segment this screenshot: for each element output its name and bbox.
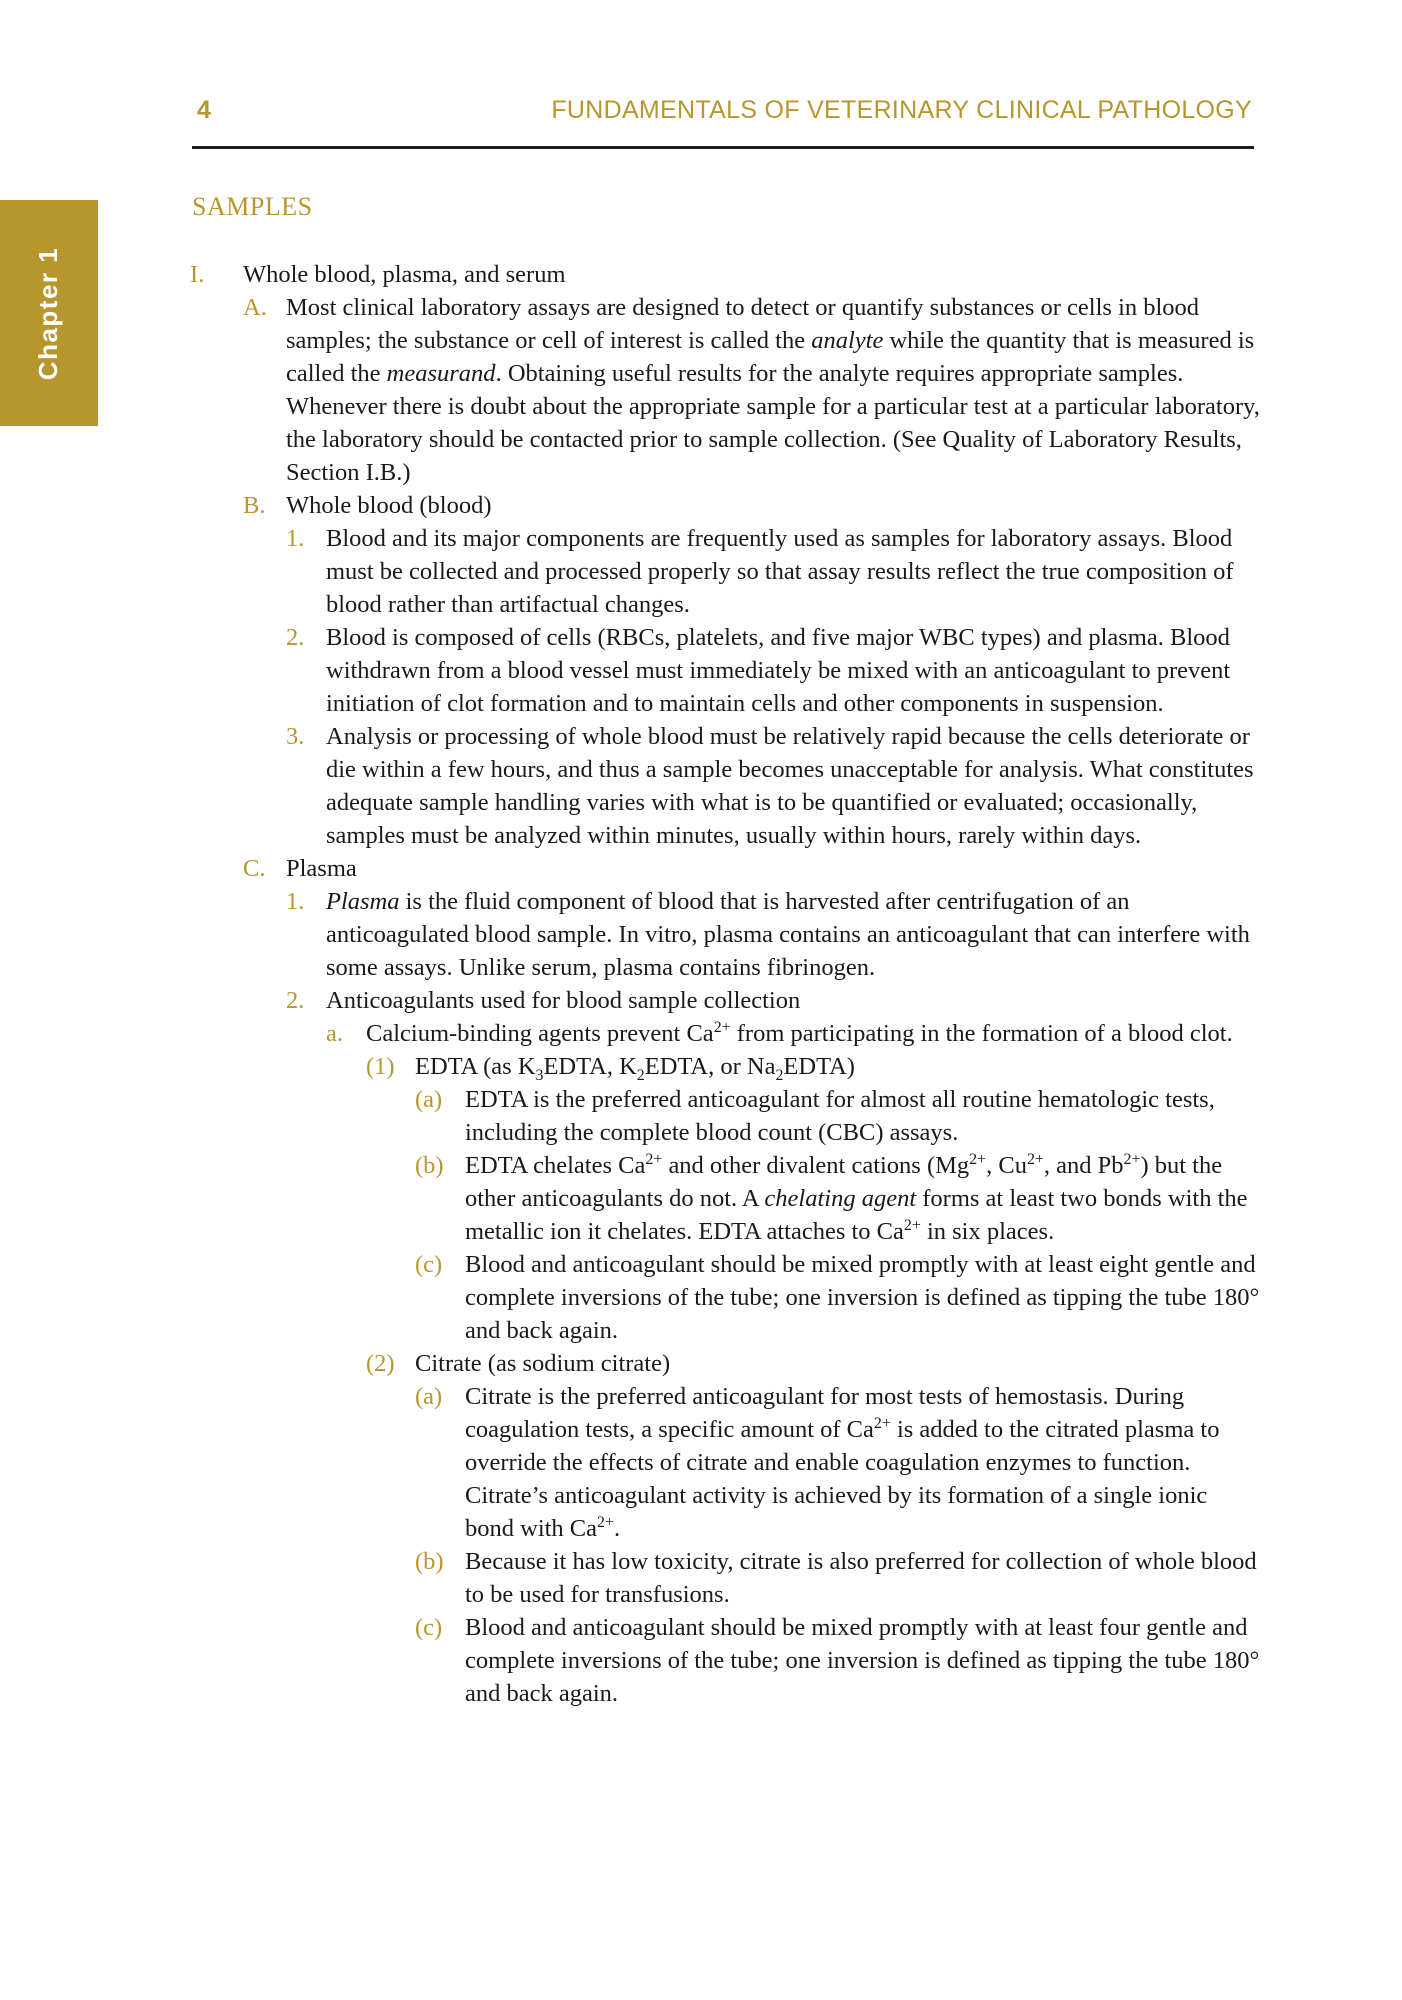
outline-item-i — [190, 258, 1262, 291]
item-text: EDTA, K — [543, 1053, 637, 1080]
item-text: EDTA, or Na — [644, 1053, 776, 1080]
outline-item-c2 — [190, 984, 1262, 1017]
subscript: 2 — [636, 1066, 645, 1084]
item-text: Most clinical laboratory assays are designed to detect or quantify substances or cells in blood samples; the substance or cell of interest is called the — [286, 294, 1200, 354]
item-text: in six places. — [920, 1218, 1055, 1245]
outline-item-edta-c — [190, 1248, 1262, 1347]
item-marker: (a) — [415, 1383, 443, 1410]
item-text: Citrate is the preferred anticoagulant for most tests of hemostasis. During coagulation tests, a specific amount of Ca — [465, 1383, 1185, 1443]
item-text: ) but the other anticoagulants do not. A — [465, 1152, 1223, 1212]
item-text: from participating in the formation of a blood clot. — [730, 1020, 1233, 1047]
outline-item-b3 — [190, 720, 1262, 852]
outline-item-edta — [190, 1050, 1262, 1083]
outline-item-c — [190, 852, 1262, 885]
item-text: Blood and anticoagulant should be mixed promptly with at least four gentle and complete inversions of the tube; one inversion is defined as tipping the tube 180° and back again. — [465, 1614, 1260, 1707]
item-text: . — [613, 1515, 621, 1542]
outline-item-edta-a — [190, 1083, 1262, 1149]
item-marker: (1) — [366, 1053, 395, 1080]
item-marker: (c) — [415, 1251, 443, 1278]
item-marker: (b) — [415, 1152, 444, 1179]
subscript: 3 — [535, 1066, 544, 1084]
item-text: Calcium-binding agents prevent Ca — [366, 1020, 714, 1047]
outline-item-edta-b — [190, 1149, 1262, 1248]
item-text: EDTA chelates Ca — [465, 1152, 646, 1179]
running-title: FUNDAMENTALS OF VETERINARY CLINICAL PATHOLOGY — [551, 96, 1252, 124]
item-text: Whole blood, plasma, and serum — [243, 261, 566, 288]
item-text: , Cu — [986, 1152, 1027, 1179]
item-text: Because it has low toxicity, citrate is also preferred for collection of whole blood to be used for transfusions. — [465, 1548, 1257, 1608]
item-marker: 2. — [286, 987, 305, 1014]
outline-item-c2a — [190, 1017, 1262, 1050]
item-text: Whole blood (blood) — [286, 492, 492, 519]
outline — [190, 258, 1262, 1710]
item-marker: I. — [190, 261, 205, 288]
outline-item-a — [190, 291, 1262, 489]
item-text: . Obtaining useful results for the analyte requires appropriate samples. Whenever there is doubt about the appropriate sample for a particular test at a particular laboratory, the laboratory should be contacted prior to sample collection. (See Quality of Laboratory Results, Section I.B.) — [286, 360, 1260, 486]
term-analyte: analyte — [811, 327, 884, 354]
page-number: 4 — [197, 96, 211, 124]
item-text: EDTA is the preferred anticoagulant for almost all routine hematologic tests, including the complete blood count (CBC) assays. — [465, 1086, 1215, 1146]
item-marker: A. — [243, 294, 267, 321]
superscript: 2+ — [903, 1216, 921, 1234]
outline-item-citrate-c — [190, 1611, 1262, 1710]
item-marker: (2) — [366, 1350, 395, 1377]
outline-item-b2 — [190, 621, 1262, 720]
item-marker: 2. — [286, 624, 305, 651]
item-text: , and Pb — [1043, 1152, 1124, 1179]
outline-item-citrate-a — [190, 1380, 1262, 1545]
item-text: Blood is composed of cells (RBCs, platelets, and five major WBC types) and plasma. Blood withdrawn from a blood vessel must immediately be mixed with an anticoagulant to prevent initiation of clot formation and to maintain cells and other components in suspension. — [326, 624, 1231, 717]
subscript: 2 — [775, 1066, 784, 1084]
superscript: 2+ — [969, 1150, 987, 1168]
item-marker: 1. — [286, 525, 305, 552]
item-text: Blood and its major components are frequently used as samples for laboratory assays. Blood must be collected and processed properly so that assay results reflect the true composition of blood rather than artifactual changes. — [326, 525, 1234, 618]
outline-item-citrate — [190, 1347, 1262, 1380]
superscript: 2+ — [713, 1018, 731, 1036]
superscript: 2+ — [1026, 1150, 1044, 1168]
outline-item-c1 — [190, 885, 1262, 984]
outline-item-b — [190, 489, 1262, 522]
item-text: and other divalent cations (Mg — [662, 1152, 970, 1179]
superscript: 2+ — [645, 1150, 663, 1168]
item-marker: 1. — [286, 888, 305, 915]
item-marker: C. — [243, 855, 266, 882]
outline-item-b1 — [190, 522, 1262, 621]
item-text: EDTA) — [783, 1053, 855, 1080]
item-text: EDTA (as K — [415, 1053, 536, 1080]
item-text: Plasma — [286, 855, 357, 882]
term-measurand: measurand — [386, 360, 496, 387]
superscript: 2+ — [1123, 1150, 1141, 1168]
item-marker: a. — [326, 1020, 343, 1047]
superscript: 2+ — [597, 1513, 614, 1531]
item-text: while the quantity that is measured is called the — [286, 327, 1255, 387]
superscript: 2+ — [873, 1414, 891, 1432]
item-text: Analysis or processing of whole blood must be relatively rapid because the cells deteriorate or die within a few hours, and thus a sample becomes unacceptable for analysis. What constitutes adequate sample handling varies with what is to be quantified or evaluated; occasionally, samples must be analyzed within minutes, usually within hours, rarely within days. — [326, 723, 1254, 849]
chapter-tab — [0, 200, 98, 426]
item-text: is the fluid component of blood that is harvested after centrifugation of an anticoagulated blood sample. In vitro, plasma contains an anticoagulant that can interfere with some assays. Unlike serum, plasma contains fibrinogen. — [326, 888, 1250, 981]
item-text: Blood and anticoagulant should be mixed promptly with at least eight gentle and complete inversions of the tube; one inversion is defined as tipping the tube 180° and back again. — [465, 1251, 1260, 1344]
item-text: Citrate (as sodium citrate) — [415, 1350, 671, 1377]
item-text: is added to the citrated plasma to override the effects of citrate and enable coagulation enzymes to function. Citrate’s anticoagulant activity is achieved by its formation of a single ionic bond with Ca — [465, 1416, 1220, 1542]
item-text: forms at least two bonds with the metallic ion it chelates. EDTA attaches to Ca — [465, 1185, 1248, 1245]
item-text: Anticoagulants used for blood sample collection — [326, 987, 801, 1014]
item-marker: B. — [243, 492, 266, 519]
chapter-tab-label: Chapter 1 — [33, 246, 64, 380]
item-marker: (b) — [415, 1548, 444, 1575]
section-heading: SAMPLES — [192, 192, 313, 221]
outline-item-citrate-b — [190, 1545, 1262, 1611]
item-marker: 3. — [286, 723, 305, 750]
term-chelating-agent: chelating agent — [764, 1185, 917, 1212]
item-marker: (a) — [415, 1086, 443, 1113]
item-marker: (c) — [415, 1614, 443, 1641]
page-header — [192, 92, 1254, 149]
term-plasma: Plasma — [326, 888, 400, 915]
